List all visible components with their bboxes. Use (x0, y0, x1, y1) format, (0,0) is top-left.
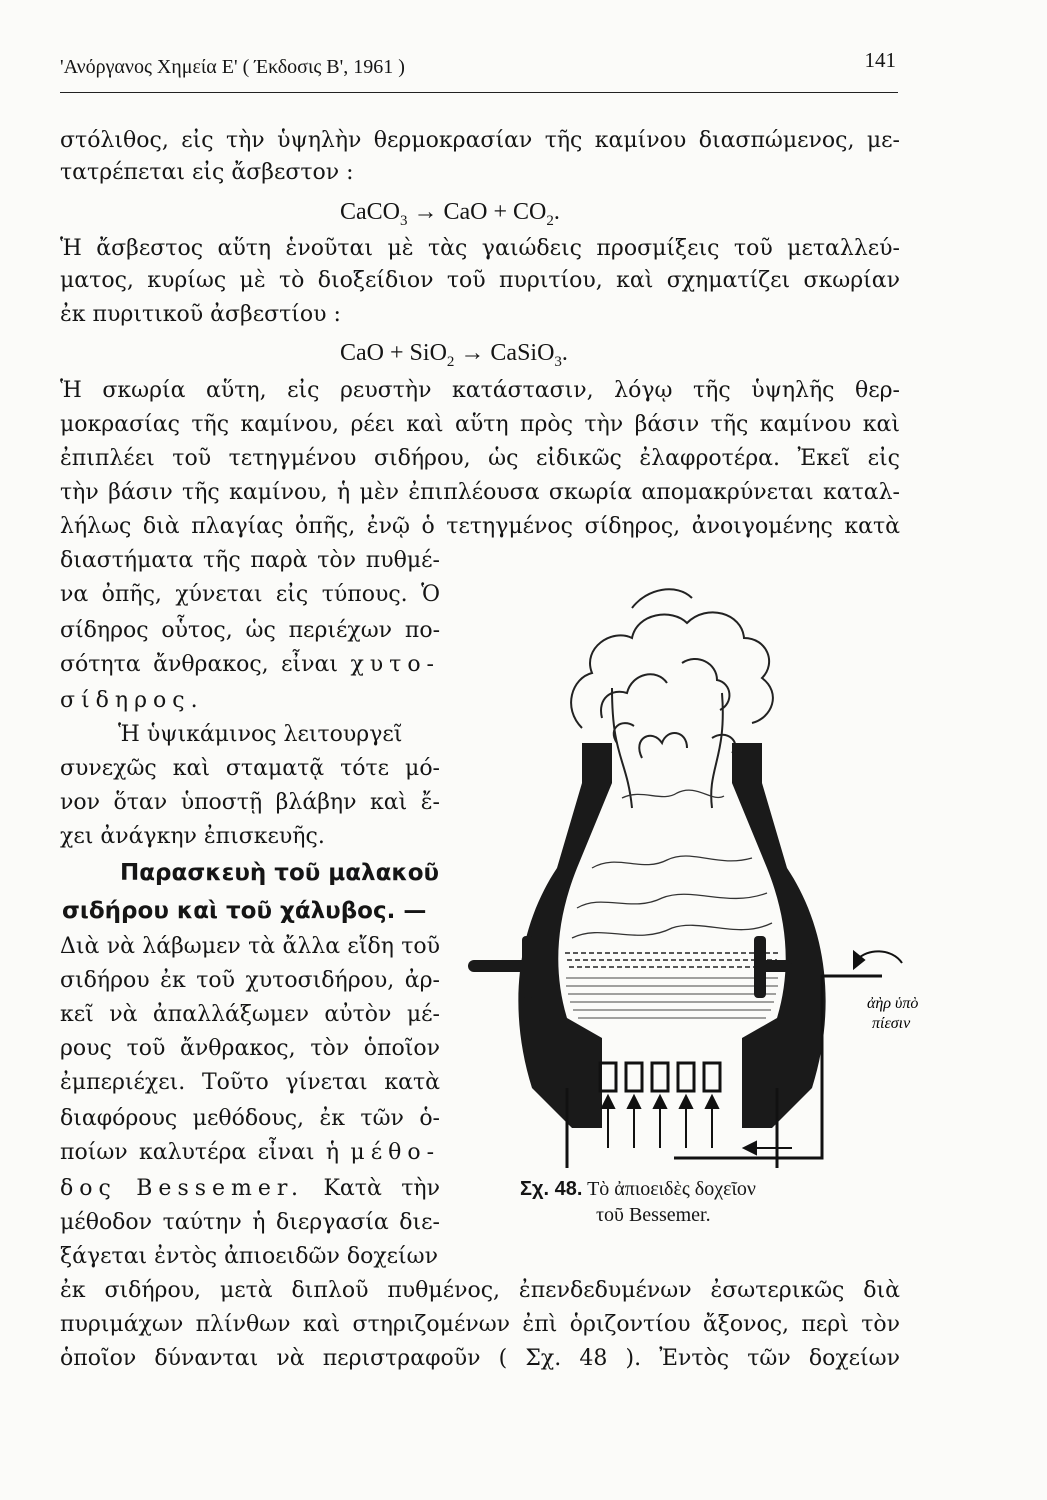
text-line: νον ὅταν ὑποστῇ βλάβην καὶ ἔ- (60, 790, 440, 815)
figure-label: Σχ. 48. (520, 1178, 583, 1200)
emphasis-term: χυτο- (350, 652, 440, 677)
text-line: σιδήρου ἐκ τοῦ χυτοσιδήρου, ἀρ- (60, 968, 440, 993)
tuyeres (600, 1063, 720, 1091)
converter-shell (518, 743, 825, 1128)
text-line: δος Bessemer. Κατὰ τὴν (60, 1176, 440, 1201)
text-line: ἐκ σιδήρου, μετὰ διπλοῦ πυθμένος, ἐπενδεδυμένων ἐσωτερικῶς διὰ (60, 1278, 900, 1303)
text-line: χει ἀνάγκην ἐπισκευῆς. (60, 824, 325, 849)
text-line: τὴν βάσιν τῆς καμίνου, ἡ μὲν ἐπιπλέουσα σκωρία απομακρύνεται καταλ- (60, 480, 900, 505)
text-line: Ἡ ἄσβεστος αὕτη ἑνοῦται μὲ τὰς γαιώδεις προσμίξεις τοῦ μεταλλεύ- (60, 236, 900, 261)
text-line: ρους τοῦ ἄνθρακος, τὸν ὁποῖον (60, 1036, 440, 1061)
text-line: ξάγεται ἐντὸς ἀπιοειδῶν δοχείων (60, 1244, 438, 1269)
text-line: διαστήματα τῆς παρὰ τὸν πυθμέ- (60, 548, 440, 573)
page-number: 141 (864, 48, 896, 72)
text-line: τατρέπεται εἰς ἄσβεστον : (60, 160, 354, 185)
emphasis-term: Bessemer. (136, 1176, 305, 1201)
molten-slag (565, 953, 779, 967)
bessemer-converter-figure (462, 568, 919, 1168)
text-line: Ἡ σκωρία αὕτη, εἰς ρευστὴν κατάστασιν, λόγῳ τῆς ὑψηλῆς θερ- (60, 378, 900, 403)
section-heading: σιδήρου καὶ τοῦ χάλυβος. — (62, 898, 427, 924)
converter-interior (572, 790, 772, 938)
header-rule (60, 92, 898, 93)
text-line: διαφόρους μεθόδους, ἐκ τῶν ὁ- (60, 1106, 440, 1131)
text-line: Ἡ ὑψικάμινος λειτουργεῖ (118, 722, 403, 747)
text-line: Διὰ νὰ λάβωμεν τὰ ἄλλα εἴδη τοῦ (60, 934, 440, 959)
emphasis-term: μέθο- (350, 1140, 441, 1165)
air-pressure-label: ἀὴρ ὑπὸ (867, 995, 919, 1012)
text-line: στόλιθος, εἰς τὴν ὑψηλὴν θερμοκρασίαν τῆς καμίνου διασπώμενος, με- (60, 128, 900, 153)
text-line: σότητα ἄνθρακος, εἶναι χυτο- (60, 652, 440, 677)
text-line: μέθοδον ταύτην ἡ διεργασία διε- (60, 1210, 440, 1235)
text-line: ποίων καλυτέρα εἶναι ἡ μέθο- (60, 1140, 441, 1165)
equation-casio3: CaO + SiO$_2$ → CaSiO$_3$. (340, 340, 568, 370)
text-line: να ὀπῆς, χύνεται εἰς τύπους. Ὁ (60, 582, 440, 607)
air-box (567, 976, 882, 1168)
air-pressure-label: πίεσιν (872, 1015, 911, 1032)
text-line: ἐμπεριέχει. Τοῦτο γίνεται κατὰ (60, 1070, 440, 1095)
molten-iron (566, 978, 778, 1018)
text-line: πυριμάχων πλίνθων καὶ στηριζομένων ἐπὶ ὁριζοντίου ἄξονος, περὶ τὸν (60, 1312, 900, 1337)
text-line: ἐκ πυριτικοῦ ἀσβεστίου : (60, 302, 341, 327)
book-title: 'Ανόργανος Χημεία Ε' ( Έκδοσις Β', 1961 ) (60, 56, 405, 78)
section-heading: Παρασκευὴ τοῦ μαλακοῦ (120, 860, 440, 886)
emphasis-term: σίδηρος. (60, 688, 204, 713)
running-header (60, 46, 898, 86)
text-line: ὁποῖον δύνανται νὰ περιστραφοῦν ( Σχ. 48 ). Ἐντὸς τῶν δοχείων (60, 1346, 900, 1371)
text-line: σίδηρος οὗτος, ὡς περιέχων πο- (60, 618, 440, 643)
text-line: λήλως διὰ πλαγίας ὀπῆς, ἐνῷ ὁ τετηγμένος σίδηρος, ἀνοιγομένης κατὰ (60, 514, 900, 539)
text-line: ἐπιπλέει τοῦ τετηγμένου σιδήρου, ὡς εἰδικῶς ἐλαφροτέρα. Ἐκεῖ εἰς (60, 446, 900, 471)
figure-caption: Σχ. 48. Τὸ ἀπιοειδὲς δοχεῖον τοῦ Bessemer. (520, 1178, 756, 1226)
text-line: κεῖ νὰ ἀπαλλάξωμεν αὐτὸν μέ- (60, 1002, 440, 1027)
text-line: μοκρασίας τῆς καμίνου, ρέει καὶ αὕτη πρὸς τὴν βάσιν τῆς καμίνου καὶ (60, 412, 900, 437)
text-line: συνεχῶς καὶ σταματᾷ τότε μό- (60, 756, 440, 781)
text-line: ματος, κυρίως μὲ τὸ διοξείδιον τοῦ πυριτίου, καὶ σχηματίζει σκωρίαν (60, 268, 900, 293)
equation-caco3: CaCO$_3$ → CaO + $CO_2$. (340, 199, 560, 229)
